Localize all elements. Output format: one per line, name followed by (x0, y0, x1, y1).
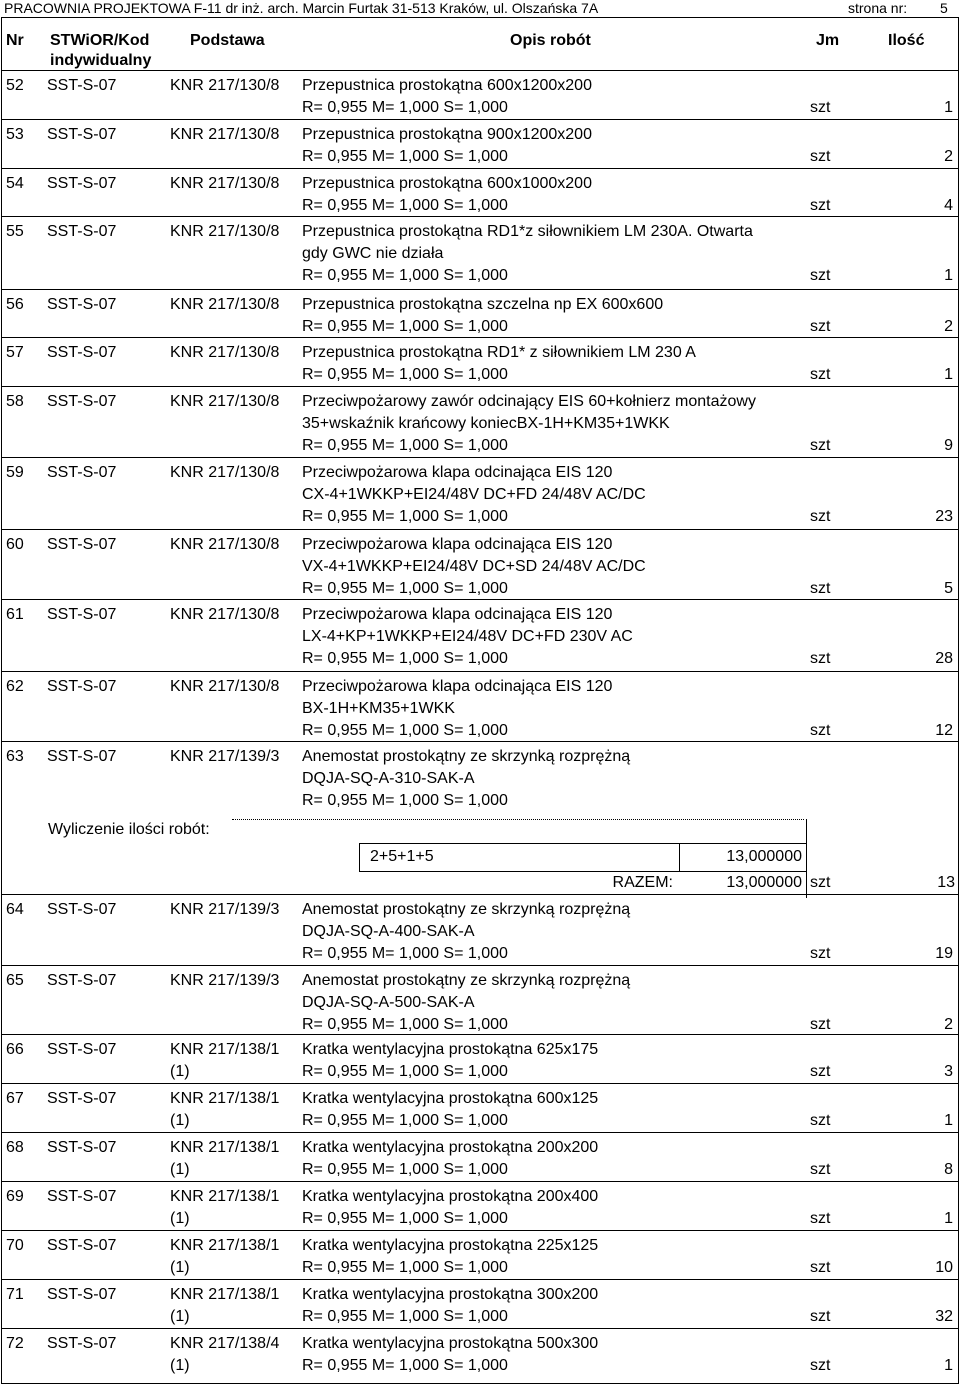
row-podstawa: KNR 217/130/8 (170, 393, 280, 410)
row-opis: 35+wskaźnik krańcowy koniecBX-1H+KM35+1WKK (302, 415, 670, 432)
row-ilosc: 9 (944, 437, 953, 454)
header-jm: Jm (816, 32, 840, 49)
row-nr: 65 (6, 972, 24, 989)
row-ilosc: 1 (944, 99, 953, 116)
row-jm: szt (810, 1210, 831, 1227)
row-params: R= 0,955 M= 1,000 S= 1,000 (302, 1308, 508, 1325)
row-nr: 57 (6, 344, 24, 361)
calc-razem-label: RAZEM: (612, 874, 673, 891)
row-opis: DQJA-SQ-A-500-SAK-A (302, 994, 475, 1011)
page-header-bar (0, 0, 960, 16)
row-nr: 60 (6, 536, 24, 553)
row-kod: SST-S-07 (47, 606, 117, 623)
row-opis: Anemostat prostokątny ze skrzynką rozprężną (302, 972, 631, 989)
row-nr: 58 (6, 393, 24, 410)
row-podstawa: KNR 217/130/8 (170, 536, 280, 553)
row-podstawa: KNR 217/138/1 (170, 1090, 280, 1107)
table-row (2, 216, 958, 290)
row-kod: SST-S-07 (47, 678, 117, 695)
row-ilosc: 3 (944, 1063, 953, 1080)
row-ilosc: 2 (944, 318, 953, 335)
row-nr: 63 (6, 748, 24, 765)
calc-value: 13,000000 (726, 848, 802, 865)
row-kod: SST-S-07 (47, 393, 117, 410)
row-nr: 59 (6, 464, 24, 481)
row-nr: 54 (6, 175, 24, 192)
row-params: R= 0,955 M= 1,000 S= 1,000 (302, 197, 508, 214)
row-nr: 64 (6, 901, 24, 918)
row-opis: Kratka wentylacyjna prostokątna 200x400 (302, 1188, 599, 1205)
header-podstawa: Podstawa (190, 32, 265, 49)
table-row (2, 1083, 958, 1133)
row-podstawa: KNR 217/139/3 (170, 748, 280, 765)
header-kod-2: indywidualny (50, 52, 152, 69)
row-jm: szt (810, 508, 831, 525)
table-row (2, 599, 958, 672)
row-podstawa: (1) (170, 1357, 190, 1374)
row-ilosc: 19 (935, 945, 953, 962)
row-jm: szt (810, 580, 831, 597)
calc-vline-mid (679, 843, 680, 872)
row-nr: 72 (6, 1335, 24, 1352)
row-kod: SST-S-07 (47, 1090, 117, 1107)
row-opis: CX-4+1WKKP+EI24/48V DC+FD 24/48V AC/DC (302, 486, 646, 503)
row-podstawa: KNR 217/130/8 (170, 77, 280, 94)
row-opis: Kratka wentylacyjna prostokątna 200x200 (302, 1139, 599, 1156)
row-params: R= 0,955 M= 1,000 S= 1,000 (302, 1016, 508, 1033)
table-row (2, 289, 958, 338)
row-nr: 61 (6, 606, 24, 623)
row-params: R= 0,955 M= 1,000 S= 1,000 (302, 722, 508, 739)
table-row (2, 168, 958, 217)
row-jm: szt (810, 148, 831, 165)
row-params: R= 0,955 M= 1,000 S= 1,000 (302, 792, 508, 809)
row-kod: SST-S-07 (47, 126, 117, 143)
row-opis: Kratka wentylacyjna prostokątna 500x300 (302, 1335, 599, 1352)
table-row (2, 1230, 958, 1280)
company-line: PRACOWNIA PROJEKTOWA F-11 dr inż. arch. Marcin Furtak 31-513 Kraków, ul. Olszańska 7A (4, 0, 599, 16)
row-jm: szt (810, 267, 831, 284)
table-row (2, 119, 958, 169)
row-params: R= 0,955 M= 1,000 S= 1,000 (302, 437, 508, 454)
row-nr: 69 (6, 1188, 24, 1205)
row-podstawa: (1) (170, 1210, 190, 1227)
row-kod: SST-S-07 (47, 901, 117, 918)
row-kod: SST-S-07 (47, 1041, 117, 1058)
table-row (2, 386, 958, 458)
table-row (2, 671, 958, 742)
row-params: R= 0,955 M= 1,000 S= 1,000 (302, 508, 508, 525)
row-podstawa: KNR 217/130/8 (170, 126, 280, 143)
table-row (2, 1328, 958, 1380)
row-opis: LX-4+KP+1WKKP+EI24/48V DC+FD 230V AC (302, 628, 633, 645)
row-podstawa: KNR 217/138/1 (170, 1139, 280, 1156)
table-row (2, 75, 958, 123)
row-params: R= 0,955 M= 1,000 S= 1,000 (302, 580, 508, 597)
row-podstawa: KNR 217/138/1 (170, 1188, 280, 1205)
row-params: R= 0,955 M= 1,000 S= 1,000 (302, 318, 508, 335)
row-ilosc: 5 (944, 580, 953, 597)
table-row (2, 457, 958, 530)
row-kod: SST-S-07 (47, 1286, 117, 1303)
row-podstawa: KNR 217/130/8 (170, 223, 280, 240)
row-podstawa: KNR 217/139/3 (170, 901, 280, 918)
row-opis: Kratka wentylacyjna prostokątna 625x175 (302, 1041, 599, 1058)
row-opis: DQJA-SQ-A-310-SAK-A (302, 770, 475, 787)
row-nr: 62 (6, 678, 24, 695)
page-number: 5 (940, 0, 948, 16)
row-jm: szt (810, 945, 831, 962)
row-ilosc: 1 (944, 366, 953, 383)
row-kod: SST-S-07 (47, 1335, 117, 1352)
row-podstawa: KNR 217/130/8 (170, 344, 280, 361)
row-ilosc: 2 (944, 1016, 953, 1033)
row-params: R= 0,955 M= 1,000 S= 1,000 (302, 650, 508, 667)
row-opis: Przeciwpożarowa klapa odcinająca EIS 120 (302, 678, 613, 695)
row-jm: szt (810, 650, 831, 667)
row-opis: Przeciwpożarowa klapa odcinająca EIS 120 (302, 464, 613, 481)
row-podstawa: (1) (170, 1161, 190, 1178)
row-podstawa: KNR 217/130/8 (170, 464, 280, 481)
row-podstawa: KNR 217/130/8 (170, 606, 280, 623)
row-ilosc: 2 (944, 148, 953, 165)
row-params: R= 0,955 M= 1,000 S= 1,000 (302, 945, 508, 962)
row-jm: szt (810, 197, 831, 214)
row-ilosc: 4 (944, 197, 953, 214)
row-opis: Kratka wentylacyjna prostokątna 600x125 (302, 1090, 599, 1107)
row-ilosc: 1 (944, 267, 953, 284)
row-jm: szt (810, 1016, 831, 1033)
row-opis: Przeciwpożarowa klapa odcinająca EIS 120 (302, 606, 613, 623)
row-jm: szt (810, 99, 831, 116)
row-jm: szt (810, 1161, 831, 1178)
row-opis: Przepustnica prostokątna 600x1000x200 (302, 175, 592, 192)
row-kod: SST-S-07 (47, 536, 117, 553)
table-row (2, 337, 958, 387)
row-opis: Przepustnica prostokątna RD1* z siłownikiem LM 230 A (302, 344, 696, 361)
row-jm: szt (810, 318, 831, 335)
row-opis: Przeciwpożarowy zawór odcinający EIS 60+kołnierz montażowy (302, 393, 756, 410)
row-opis: VX-4+1WKKP+EI24/48V DC+SD 24/48V AC/DC (302, 558, 646, 575)
row-params: R= 0,955 M= 1,000 S= 1,000 (302, 267, 508, 284)
row-opis: Anemostat prostokątny ze skrzynką rozprężną (302, 748, 631, 765)
table-row (2, 965, 958, 1035)
page-label: strona nr: (848, 0, 908, 16)
row-jm: szt (810, 1308, 831, 1325)
row-ilosc: 8 (944, 1161, 953, 1178)
row-opis: gdy GWC nie działa (302, 245, 444, 262)
row-nr: 71 (6, 1286, 24, 1303)
row-kod: SST-S-07 (47, 223, 117, 240)
header-nr: Nr (6, 32, 24, 49)
row-podstawa: (1) (170, 1259, 190, 1276)
row-opis: DQJA-SQ-A-400-SAK-A (302, 923, 475, 940)
row-kod: SST-S-07 (47, 296, 117, 313)
row-jm: szt (810, 1112, 831, 1129)
row-kod: SST-S-07 (47, 344, 117, 361)
row-kod: SST-S-07 (47, 464, 117, 481)
table-row (2, 1034, 958, 1084)
row-nr: 67 (6, 1090, 24, 1107)
row-kod: SST-S-07 (47, 1237, 117, 1254)
row-podstawa: KNR 217/138/4 (170, 1335, 280, 1352)
calc-label: Wyliczenie ilości robót: (48, 821, 210, 838)
row-opis: Kratka wentylacyjna prostokątna 225x125 (302, 1237, 599, 1254)
row-nr: 56 (6, 296, 24, 313)
row-params: R= 0,955 M= 1,000 S= 1,000 (302, 1063, 508, 1080)
row-jm: szt (810, 1357, 831, 1374)
header-ilosc: Ilość (888, 32, 925, 49)
calc-line-top (359, 843, 806, 844)
row-podstawa: KNR 217/138/1 (170, 1237, 280, 1254)
row-jm: szt (810, 722, 831, 739)
calc-dotted-line (232, 819, 804, 820)
row-podstawa: (1) (170, 1308, 190, 1325)
row-kod: SST-S-07 (47, 1188, 117, 1205)
row-params: R= 0,955 M= 1,000 S= 1,000 (302, 148, 508, 165)
calc-vline-left (359, 843, 360, 872)
row-params: R= 0,955 M= 1,000 S= 1,000 (302, 1161, 508, 1178)
header-divider (2, 70, 958, 71)
row-jm: szt (810, 1259, 831, 1276)
row-kod: SST-S-07 (47, 972, 117, 989)
row-opis: Przepustnica prostokątna szczelna np EX 600x600 (302, 296, 664, 313)
table-row (2, 1181, 958, 1231)
row-ilosc: 1 (944, 1357, 953, 1374)
row-nr: 68 (6, 1139, 24, 1156)
row-params: R= 0,955 M= 1,000 S= 1,000 (302, 1259, 508, 1276)
calc-formula: 2+5+1+5 (370, 848, 434, 865)
row-nr: 53 (6, 126, 24, 143)
row-params: R= 0,955 M= 1,000 S= 1,000 (302, 366, 508, 383)
row-kod: SST-S-07 (47, 175, 117, 192)
row-podstawa: (1) (170, 1112, 190, 1129)
calc-jm: szt (810, 874, 831, 891)
row-kod: SST-S-07 (47, 1139, 117, 1156)
row-opis: Przeciwpożarowa klapa odcinająca EIS 120 (302, 536, 613, 553)
row-jm: szt (810, 1063, 831, 1080)
row-jm: szt (810, 437, 831, 454)
row-params: R= 0,955 M= 1,000 S= 1,000 (302, 1210, 508, 1227)
row-nr: 52 (6, 77, 24, 94)
header-kod: STWiOR/Kod (50, 32, 150, 49)
row-opis: Kratka wentylacyjna prostokątna 300x200 (302, 1286, 599, 1303)
header-opis: Opis robót (510, 32, 591, 49)
row-podstawa: (1) (170, 1063, 190, 1080)
row-podstawa: KNR 217/130/8 (170, 678, 280, 695)
row-podstawa: KNR 217/138/1 (170, 1041, 280, 1058)
row-nr: 66 (6, 1041, 24, 1058)
table-row (2, 894, 958, 966)
row-podstawa: KNR 217/130/8 (170, 296, 280, 313)
table-row (2, 1132, 958, 1182)
row-ilosc: 1 (944, 1210, 953, 1227)
table-row (2, 1279, 958, 1329)
row-kod: SST-S-07 (47, 748, 117, 765)
row-opis: BX-1H+KM35+1WKK (302, 700, 455, 717)
row-podstawa: KNR 217/138/1 (170, 1286, 280, 1303)
row-opis: Przepustnica prostokątna 900x1200x200 (302, 126, 592, 143)
calc-ilosc: 13 (937, 874, 955, 891)
row-ilosc: 23 (935, 508, 953, 525)
table-row (2, 529, 958, 600)
row-opis: Przepustnica prostokątna 600x1200x200 (302, 77, 592, 94)
row-ilosc: 12 (935, 722, 953, 739)
row-ilosc: 32 (935, 1308, 953, 1325)
calc-razem-value: 13,000000 (726, 874, 802, 891)
row-kod: SST-S-07 (47, 77, 117, 94)
row-jm: szt (810, 366, 831, 383)
row-ilosc: 1 (944, 1112, 953, 1129)
row-podstawa: KNR 217/130/8 (170, 175, 280, 192)
row-params: R= 0,955 M= 1,000 S= 1,000 (302, 99, 508, 116)
row-ilosc: 28 (935, 650, 953, 667)
row-params: R= 0,955 M= 1,000 S= 1,000 (302, 1112, 508, 1129)
row-podstawa: KNR 217/139/3 (170, 972, 280, 989)
row-opis: Przepustnica prostokątna RD1*z siłownikiem LM 230A. Otwarta (302, 223, 753, 240)
row-nr: 70 (6, 1237, 24, 1254)
row-opis: Anemostat prostokątny ze skrzynką rozprężną (302, 901, 631, 918)
row-params: R= 0,955 M= 1,000 S= 1,000 (302, 1357, 508, 1374)
calc-vline-right (806, 819, 807, 898)
row-nr: 55 (6, 223, 24, 240)
row-ilosc: 10 (935, 1259, 953, 1276)
